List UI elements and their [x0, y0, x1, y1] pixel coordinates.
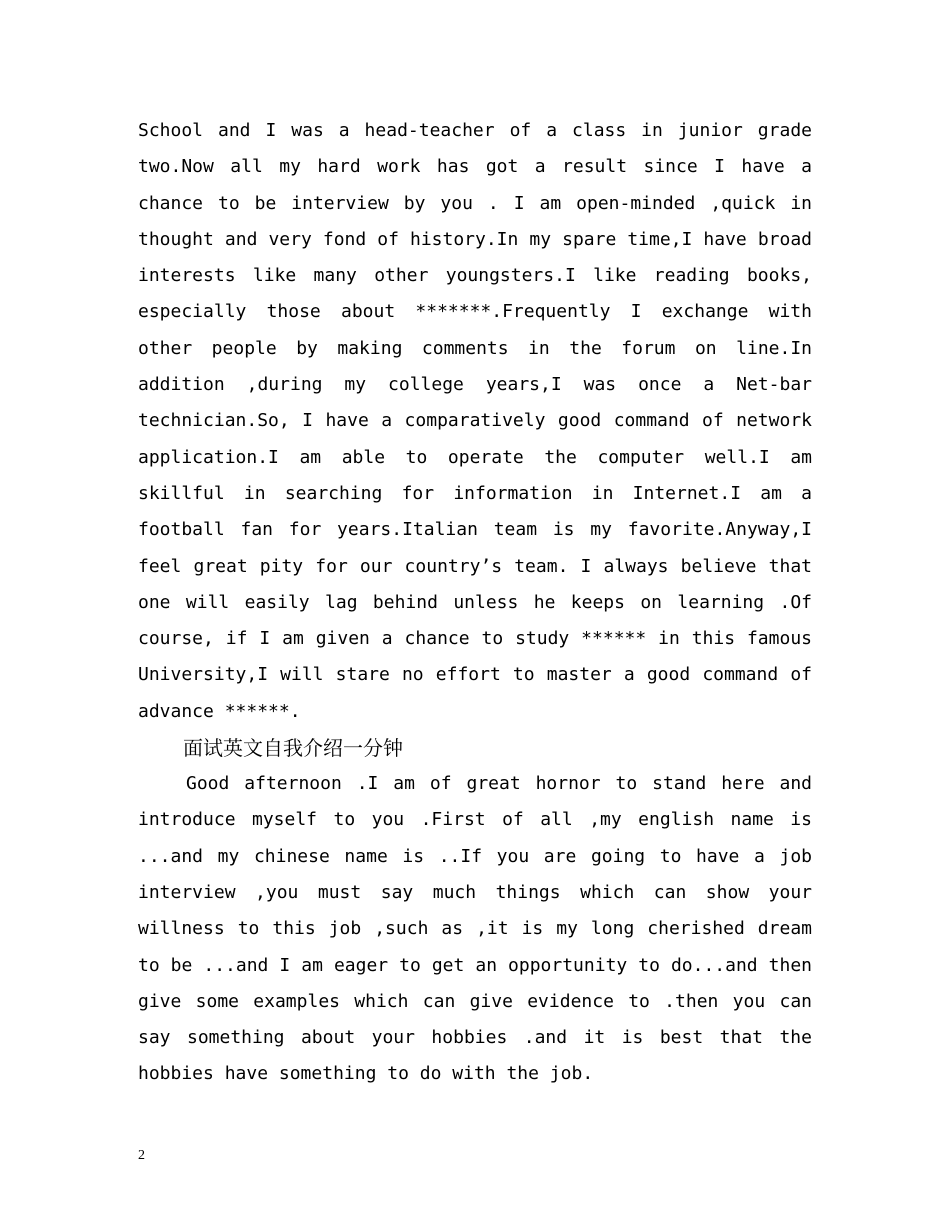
page-number: 2	[138, 1148, 145, 1163]
document-body	[138, 113, 812, 1093]
body-paragraph-2: Good afternoon .I am of great hornor to stand here and introduce myself to you .First of all ,my english name is ...and my chinese name is ..If you are going to have a job interview ,you must say much things which can show your willness to this job ,such as ,it is my long cherished dream to be ...and I am eager to get an opportunity to do...and then give some examples which can give evidence to .then you can say something about your hobbies .and it is best that the hobbies have something to do with the job.	[138, 773, 812, 1085]
section-heading: 面试英文自我介绍一分钟	[183, 736, 403, 761]
body-paragraph-1: School and I was a head-teacher of a class in junior grade two.Now all my hard work has got a result since I have a chance to be interview by you . I am open-minded ,quick in thought and very fond of history.In my spare time,I have broad interests like many other youngsters.I like reading books, especially those about *******.Frequently I exchange with other people by making comments in the forum on line.In addition ,during my college years,I was once a Net-bar technician.So, I have a comparatively good command of network application.I am able to operate the computer well.I am skillful in searching for information in Internet.I am a football fan for years.Italian team is my favorite.Anyway,I feel great pity for our country’s team. I always believe that one will easily lag behind unless he keeps on learning .Of course, if I am given a chance to study ****** in this famous University,I will stare no effort to master a good command of advance ******.	[138, 120, 812, 722]
